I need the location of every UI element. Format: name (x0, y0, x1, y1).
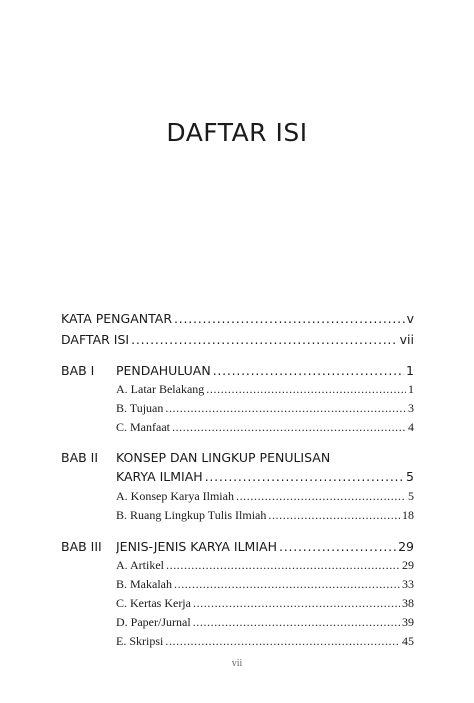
page-title: DAFTAR ISI (166, 118, 308, 147)
dot-leader (172, 420, 406, 435)
section-label: C. Manfaat (116, 420, 170, 434)
toc-section-entry[interactable] (116, 382, 414, 397)
section-label: A. Konsep Karya Ilmiah (116, 489, 234, 503)
chapter-title: JENIS-JENIS KARYA ILMIAH (116, 539, 277, 554)
chapter-page: 5 (406, 469, 414, 484)
section-page: 4 (408, 420, 414, 434)
section-label: C. Kertas Kerja (116, 596, 191, 610)
dot-leader (193, 615, 400, 630)
toc-section-entry[interactable] (116, 615, 414, 630)
dot-leader (165, 401, 406, 416)
toc-chapter-title[interactable] (116, 469, 414, 484)
section-page: 29 (402, 558, 414, 572)
section-page: 33 (402, 577, 414, 591)
dot-leader (131, 332, 398, 347)
section-label: B. Makalah (116, 577, 172, 591)
dot-leader (166, 558, 400, 573)
section-label: B. Tujuan (116, 401, 164, 415)
toc-entry-page: v (406, 311, 414, 326)
section-label: A. Latar Belakang (116, 382, 205, 396)
section-page: 3 (408, 401, 414, 415)
chapter-number: BAB III (61, 539, 102, 554)
toc-section-entry[interactable] (116, 596, 414, 611)
toc-chapter-title[interactable] (116, 363, 414, 378)
toc-entry-label: KATA PENGANTAR (61, 311, 173, 326)
section-label: A. Artikel (116, 558, 164, 572)
chapter-number: BAB II (61, 450, 99, 465)
chapter-page: 29 (398, 539, 414, 554)
section-label: B. Ruang Lingkup Tulis Ilmiah (116, 508, 267, 522)
section-page: 39 (402, 615, 414, 629)
section-page: 45 (402, 634, 414, 648)
dot-leader (205, 469, 404, 484)
dot-leader (236, 489, 406, 504)
dot-leader (165, 634, 400, 649)
toc-section-entry[interactable] (116, 489, 414, 504)
page-number-footer: vii (231, 658, 243, 669)
toc-section-entry[interactable] (116, 634, 414, 649)
dot-leader (268, 508, 400, 523)
toc-section-entry[interactable] (116, 577, 414, 592)
section-page: 18 (402, 508, 414, 522)
chapter-page: 1 (406, 363, 414, 378)
toc-entry-label: DAFTAR ISI (61, 332, 130, 347)
toc-entry-kata-pengantar[interactable] (61, 311, 414, 326)
toc-section-entry[interactable] (116, 508, 414, 523)
dot-leader (213, 363, 404, 378)
dot-leader (174, 577, 400, 592)
chapter-title-continued: KARYA ILMIAH (116, 469, 203, 484)
toc-section-entry[interactable] (116, 401, 414, 416)
toc-entry-daftar-isi[interactable] (61, 332, 414, 347)
toc-chapter-title[interactable] (116, 539, 414, 554)
dot-leader (174, 311, 405, 326)
chapter-title[interactable]: KONSEP DAN LINGKUP PENULISAN (116, 450, 331, 465)
toc-section-entry[interactable] (116, 558, 414, 573)
dot-leader (279, 539, 396, 554)
dot-leader (206, 382, 406, 397)
section-page: 38 (402, 596, 414, 610)
section-label: E. Skripsi (116, 634, 164, 648)
toc-section-entry[interactable] (116, 420, 414, 435)
toc-entry-page: vii (399, 332, 414, 347)
chapter-number: BAB I (61, 363, 95, 378)
dot-leader (193, 596, 400, 611)
section-label: D. Paper/Jurnal (116, 615, 191, 629)
section-page: 5 (408, 489, 414, 503)
chapter-title: PENDAHULUAN (116, 363, 211, 378)
section-page: 1 (408, 382, 414, 396)
